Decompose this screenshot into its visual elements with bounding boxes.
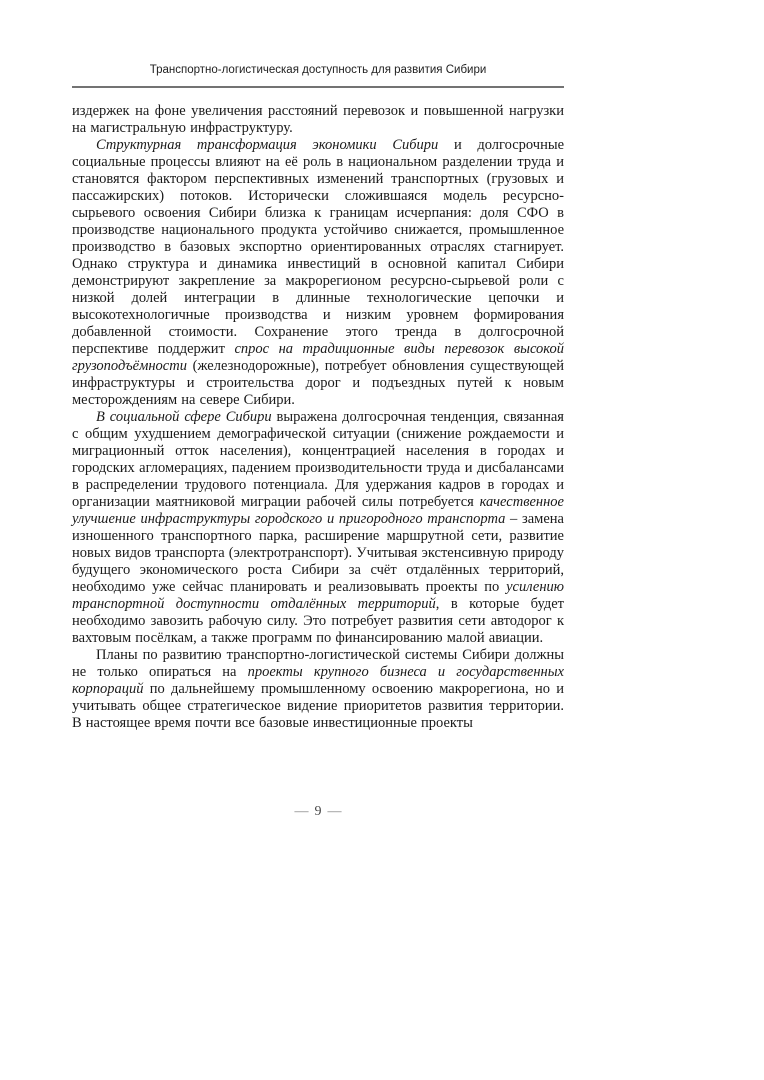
- text-run-italic: Структурная трансформация экономики Сибири: [96, 137, 439, 153]
- text-run: и долгосрочные социальные процессы влияют на её роль в национальном разделении труда и становятся фактором перспективных изменений транспортных (грузовых и пассажирских) потоков. Исторически сложившаяся модель ресурсно-сырьевого освоения Сибири близка к границам исчерпания: доля СФО в производстве национального продукта устойчиво снижается, промышленное производство в базовых экспортно ориентированных отраслях стагнирует. Однако структура и динамика инвестиций в основной капитал Сибири демонстрируют закрепление за макрорегионом ресурсно-сырьевой роли с низкой долей интеграции в длинные технологические цепочки и высокотехнологичные производства и низким уровнем формирования добавленной стоимости. Сохранение этого тренда в долгосрочной перспективе поддержит: [72, 137, 565, 357]
- paragraph-4: [72, 647, 564, 732]
- footer-dash-left: —: [294, 804, 309, 819]
- text-run-italic: В социальной сфере Сибири: [96, 409, 272, 425]
- running-header-title: Транспортно-логистическая доступность для развития Сибири: [149, 64, 487, 76]
- page-footer: [72, 803, 564, 820]
- text-run: Планы по развитию транспортно-логистической системы Сибири должны не только опираться на: [72, 647, 564, 680]
- text-run-italic: качественное улучшение инфраструктуры городского и пригородного транспорта: [72, 494, 564, 527]
- text-run-italic: усилению транспортной доступности отдалённых территорий: [72, 579, 564, 612]
- text-run: (железнодорожные), потребует обновления существующей инфраструктуры и строительства дорог и подъездных путей к новым месторождениям на севере Сибири.: [72, 358, 564, 408]
- footer-dash-right: —: [327, 804, 342, 819]
- paragraph-2: [72, 137, 564, 409]
- text-run: по дальнейшему промышленному освоению макрорегиона, но и учитывать общее стратегическое видение приоритетов развития территории. В настоящее время почти все базовые инвестиционные проекты: [72, 681, 564, 731]
- text-run-italic: проекты крупного бизнеса и государственных корпораций: [72, 664, 564, 697]
- text-run: выражена долгосрочная тенденция, связанная с общим ухудшением демографической ситуации (снижение рождаемости и миграционный отток населения), концентрацией населения в городах и городских агломерациях, падением производительности труда и дисбалансами в распределении трудового потенциала. Для удержания кадров в городах и организации маятниковой миграции рабочей силы потребуется: [72, 409, 564, 510]
- paragraph-1: [72, 103, 564, 137]
- page-body-text: [72, 103, 564, 732]
- text-run: , в которые будет необходимо завозить рабочую силу. Это потребует развития сети автодорог к вахтовым посёлкам, а также программ по финансированию малой авиации.: [72, 596, 564, 646]
- text-run-italic: спрос на традиционные виды перевозок высокой грузоподъёмности: [72, 341, 564, 374]
- paragraph-3: [72, 409, 564, 647]
- text-run: – замена изношенного транспортного парка, расширение маршрутной сети, развитие новых видов транспорта (электротранспорт). Учитывая экстенсивную природу будущего экономического роста Сибири за счёт отдалённых территорий, необходимо уже сейчас планировать и реализовывать проекты по: [72, 511, 564, 595]
- page-number: 9: [314, 804, 322, 819]
- header-rule-divider: [72, 86, 564, 88]
- text-run: издержек на фоне увеличения расстояний перевозок и повышенной нагрузки на магистральную инфраструктуру.: [72, 103, 564, 136]
